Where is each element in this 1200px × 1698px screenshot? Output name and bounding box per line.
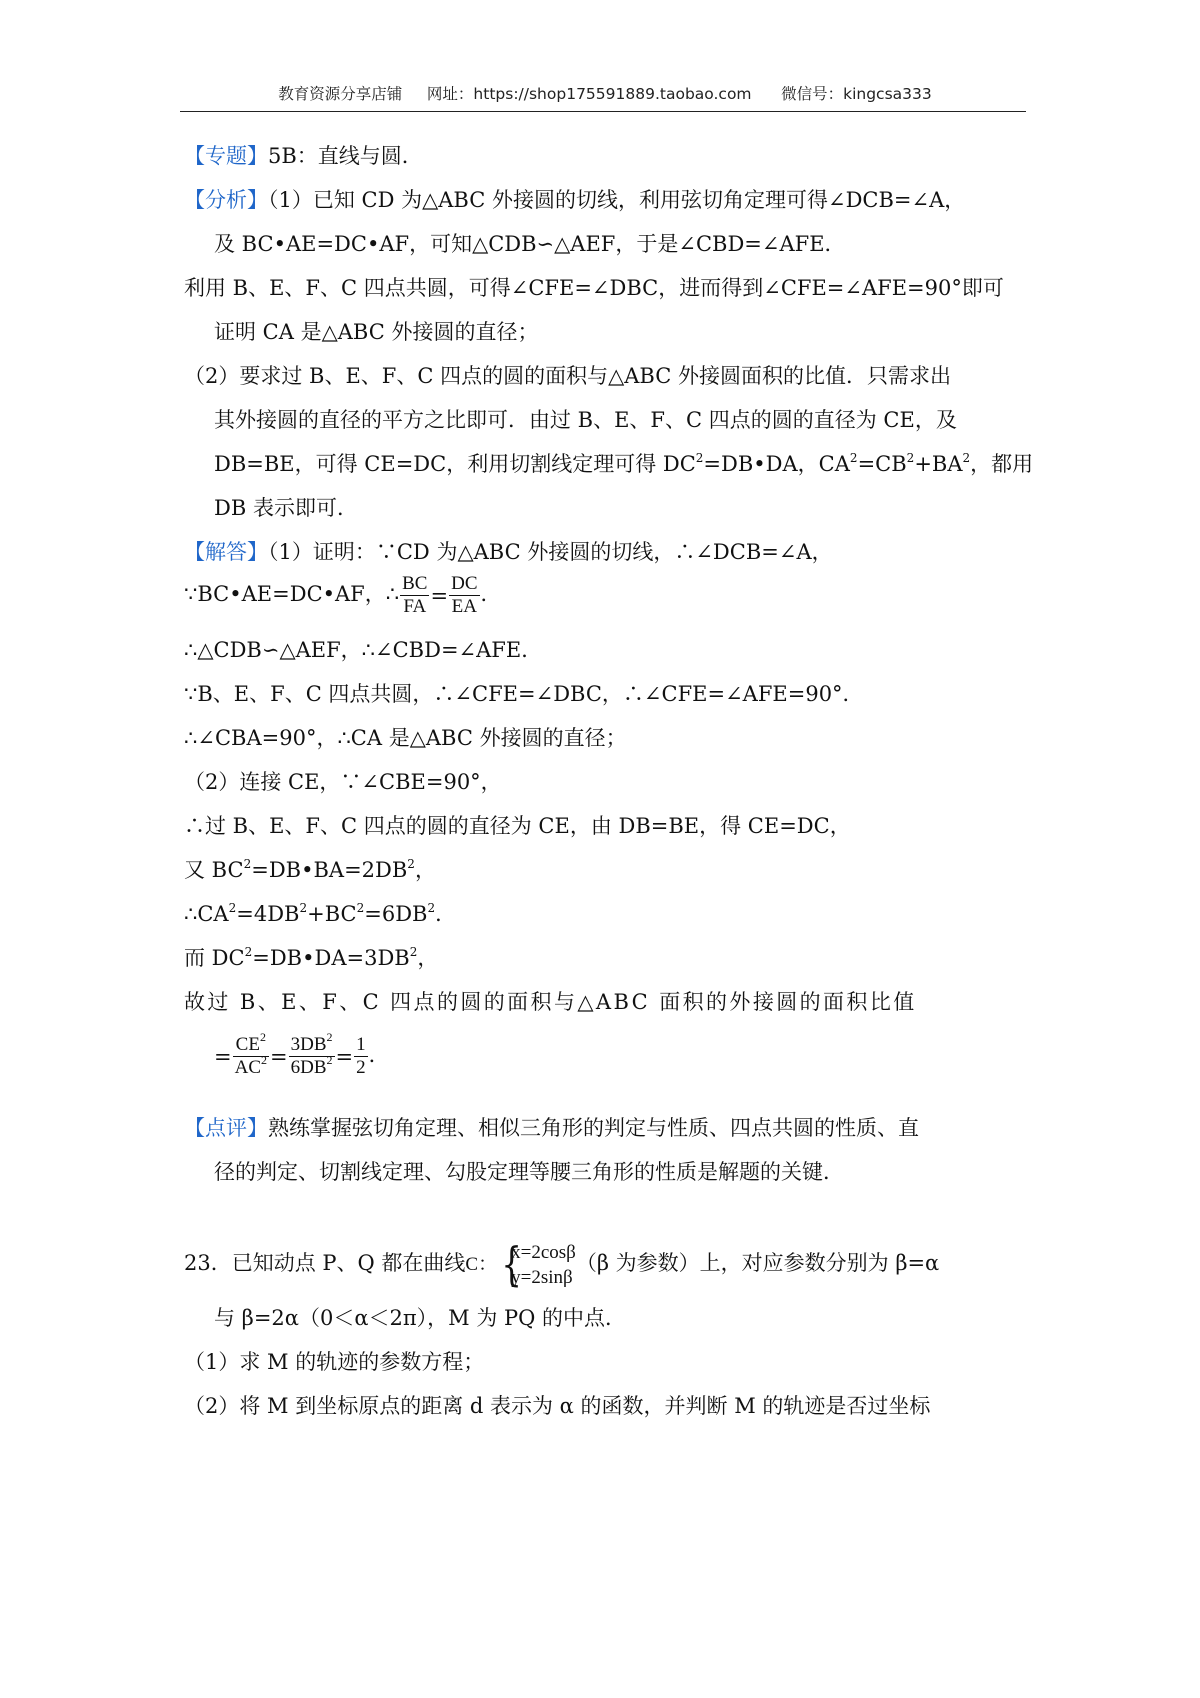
superscript: 2 bbox=[409, 945, 418, 959]
fraction-dc-ea bbox=[449, 573, 479, 618]
superscript: 2 bbox=[299, 901, 308, 915]
solution-9b: =4DB bbox=[236, 902, 300, 926]
parametric-system bbox=[497, 1236, 576, 1291]
superscript: 2 bbox=[906, 451, 915, 465]
header-divider bbox=[180, 111, 1026, 112]
problem-23-part-2: （2）将 M 到坐标原点的距离 d 表示为 α 的函数，并判断 M 的轨迹是否过坐标 bbox=[184, 1394, 931, 1418]
denominator-text: 6DB bbox=[290, 1057, 327, 1078]
solution-8b: =DB•BA=2DB bbox=[251, 858, 408, 882]
topic-text: 5B：直线与圆． bbox=[268, 144, 423, 168]
analysis-line-5: （2）要求过 B、E、F、C 四点的圆的面积与△ABC 外接圆面积的比值．只需求出 bbox=[184, 364, 951, 388]
solution-line-1 bbox=[184, 537, 833, 567]
analysis-line-3: 利用 B、E、F、C 四点共圆，可得∠CFE=∠DBC，进而得到∠CFE=∠AFE=90°即可 bbox=[184, 276, 1004, 300]
superscript: 2 bbox=[244, 945, 253, 959]
equals-sign: = bbox=[335, 1044, 354, 1069]
solution-line-2 bbox=[184, 572, 502, 618]
equals-sign: = bbox=[430, 583, 449, 608]
page-header bbox=[184, 82, 1026, 112]
solution-line-9 bbox=[184, 899, 456, 929]
numerator-text: CE bbox=[235, 1034, 260, 1055]
analysis-line-1 bbox=[184, 185, 965, 215]
solution-line-7: ∴过 B、E、F、C 四点的圆的直径为 CE，由 DB=BE，得 CE=DC， bbox=[184, 814, 851, 838]
superscript: 2 bbox=[695, 451, 704, 465]
solution-8c: ， bbox=[414, 858, 436, 882]
solution-line-8 bbox=[184, 855, 436, 885]
superscript: 2 bbox=[259, 1030, 266, 1044]
analysis-7c: =CB bbox=[857, 452, 907, 476]
fraction-denominator: FA bbox=[403, 596, 427, 617]
fraction-3db-6db bbox=[289, 1030, 335, 1079]
fraction-ce-ac bbox=[233, 1030, 269, 1079]
analysis-7a: DB=BE，可得 CE=DC，利用切割线定理可得 DC bbox=[214, 452, 696, 476]
superscript: 2 bbox=[228, 901, 237, 915]
topic-line bbox=[184, 141, 423, 171]
analysis-line-7 bbox=[214, 449, 1033, 479]
curve-label: C： bbox=[465, 1254, 498, 1275]
period: ． bbox=[480, 582, 502, 606]
analysis-tag: 【分析】 bbox=[184, 188, 268, 212]
analysis-7e: ，都用 bbox=[970, 452, 1034, 476]
solution-9a: ∴CA bbox=[184, 902, 229, 926]
problem-23-text-1b: （β 为参数）上，对应参数分别为 β=α bbox=[575, 1251, 940, 1275]
analysis-line-8: DB 表示即可． bbox=[214, 496, 358, 520]
solution-10b: =DB•DA=3DB bbox=[252, 946, 410, 970]
solution-ratio-formula bbox=[214, 1030, 390, 1082]
problem-23-text-1a: 23．已知动点 P、Q 都在曲线 bbox=[184, 1251, 466, 1275]
equals-sign: = bbox=[270, 1044, 288, 1069]
problem-23-line-2: 与 β=2α（0＜α＜2π），M 为 PQ 的中点． bbox=[214, 1306, 627, 1330]
analysis-7d: +BA bbox=[914, 452, 963, 476]
solution-10a: 而 DC bbox=[184, 946, 245, 970]
fraction-denominator bbox=[289, 1053, 335, 1079]
analysis-line-6: 其外接圆的直径的平方之比即可．由过 B、E、F、C 四点的圆的直径为 CE，及 bbox=[214, 408, 957, 432]
superscript: 2 bbox=[849, 451, 858, 465]
comment-text-1: 熟练掌握弦切角定理、相似三角形的判定与性质、四点共圆的性质、直 bbox=[268, 1116, 919, 1140]
solution-line-6: （2）连接 CE，∵∠CBE=90°， bbox=[184, 770, 502, 794]
system-row-x: x=2cosβ bbox=[511, 1241, 576, 1263]
period: ． bbox=[368, 1043, 390, 1067]
problem-23-line-1 bbox=[184, 1235, 939, 1293]
solution-9e: ． bbox=[435, 902, 457, 926]
superscript: 2 bbox=[356, 901, 365, 915]
equals-sign: = bbox=[214, 1044, 232, 1069]
comment-line-2: 径的判定、切割线定理、勾股定理等腰三角形的性质是解题的关键． bbox=[214, 1160, 844, 1184]
analysis-7b: =DB•DA，CA bbox=[703, 452, 850, 476]
solution-line-5: ∴∠CBA=90°，∴CA 是△ABC 外接圆的直径； bbox=[184, 726, 627, 750]
header-shop: 教育资源分享店铺 bbox=[278, 85, 403, 103]
fraction-denominator: EA bbox=[451, 596, 477, 617]
superscript: 2 bbox=[427, 901, 436, 915]
superscript: 2 bbox=[326, 1030, 333, 1044]
fraction-numerator: 1 bbox=[356, 1034, 366, 1055]
solution-10c: ， bbox=[417, 946, 439, 970]
fraction-denominator bbox=[233, 1053, 269, 1079]
header-url-label: 网址： bbox=[426, 85, 474, 103]
solution-text-2: ∵BC•AE=DC•AF，∴ bbox=[184, 582, 400, 606]
fraction-numerator: DC bbox=[451, 573, 478, 594]
topic-tag: 【专题】 bbox=[184, 144, 268, 168]
comment-line-1 bbox=[184, 1113, 919, 1143]
solution-8a: 又 BC bbox=[184, 858, 244, 882]
header-wechat: kingcsa333 bbox=[843, 85, 932, 103]
solution-line-10 bbox=[184, 943, 438, 973]
denominator-text: AC bbox=[234, 1057, 262, 1078]
superscript: 2 bbox=[407, 857, 415, 871]
fraction-one-half bbox=[354, 1034, 368, 1079]
superscript: 2 bbox=[326, 1053, 333, 1067]
superscript: 2 bbox=[243, 857, 252, 871]
solution-line-4: ∵B、E、F、C 四点共圆，∴∠CFE=∠DBC，∴∠CFE=∠AFE=90°． bbox=[184, 682, 864, 706]
analysis-line-4: 证明 CA 是△ABC 外接圆的直径； bbox=[214, 320, 539, 344]
comment-tag: 【点评】 bbox=[184, 1116, 268, 1140]
fraction-denominator: 2 bbox=[356, 1057, 366, 1078]
analysis-line-2: 及 BC•AE=DC•AF，可知△CDB∽△AEF，于是∠CBD=∠AFE． bbox=[214, 232, 846, 256]
superscript: 2 bbox=[261, 1053, 268, 1067]
system-row-y: y=2sinβ bbox=[511, 1266, 573, 1288]
solution-9c: +BC bbox=[307, 902, 357, 926]
analysis-text-1: （1）已知 CD 为△ABC 外接圆的切线，利用弦切角定理可得∠DCB=∠A， bbox=[268, 188, 966, 212]
fraction-numerator: BC bbox=[402, 573, 428, 594]
fraction-bc-fa bbox=[400, 573, 429, 618]
solution-line-3: ∴△CDB∽△AEF，∴∠CBD=∠AFE． bbox=[184, 638, 543, 662]
numerator-text: 3DB bbox=[290, 1034, 327, 1055]
problem-23-part-1: （1）求 M 的轨迹的参数方程； bbox=[184, 1350, 485, 1374]
solution-text-1: （1）证明：∵CD 为△ABC 外接圆的切线，∴∠DCB=∠A， bbox=[268, 540, 833, 564]
header-wechat-label: 微信号： bbox=[781, 85, 844, 103]
left-brace: { bbox=[501, 1236, 522, 1291]
header-url-link[interactable]: https://shop175591889.taobao.com bbox=[473, 85, 752, 103]
superscript: 2 bbox=[962, 451, 971, 465]
solution-tag: 【解答】 bbox=[184, 540, 268, 564]
solution-line-11: 故过 B、E、F、C 四点的圆的面积与△ABC 面积的外接圆的面积比值 bbox=[184, 990, 917, 1014]
solution-9d: =6DB bbox=[364, 902, 428, 926]
